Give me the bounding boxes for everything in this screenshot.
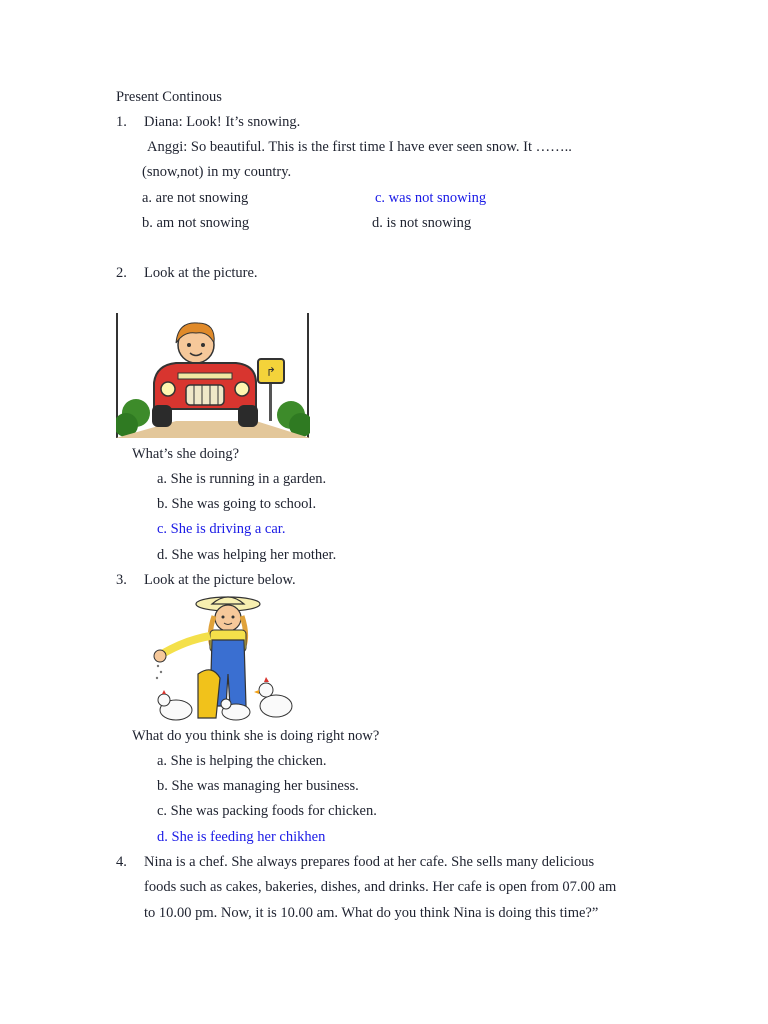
q3-question: What do you think she is doing right now? <box>132 728 380 744</box>
q1-line1: Diana: Look! It’s snowing. <box>144 114 301 130</box>
q3-option-a: a. She is helping the chicken. <box>157 753 327 769</box>
car-illustration <box>116 313 310 438</box>
q2-number: 2. <box>116 265 127 281</box>
q4-line3: to 10.00 pm. Now, it is 10.00 am. What do you think Nina is doing this time?” <box>144 905 599 921</box>
girl-feeding-chickens-image <box>146 594 302 722</box>
q4-line1: Nina is a chef. She always prepares food at her cafe. She sells many delicious <box>144 854 595 870</box>
q2-option-b: b. She was going to school. <box>157 496 317 512</box>
q4-number: 4. <box>116 854 127 870</box>
q3-prompt: Look at the picture below. <box>144 572 296 588</box>
q1-number: 1. <box>116 114 127 130</box>
q1-line3: (snow,not) in my country. <box>142 164 292 180</box>
farm-girl-illustration <box>146 594 302 722</box>
girl-driving-car-image <box>116 313 310 438</box>
q2-option-a: a. She is running in a garden. <box>157 471 327 487</box>
q1-line2: Anggi: So beautiful. This is the first time I have ever seen snow. It …….. <box>147 139 572 155</box>
q3-option-d: d. She is feeding her chikhen <box>157 829 326 845</box>
q1-option-a: a. are not snowing <box>142 190 249 206</box>
page-title: Present Continous <box>116 89 222 105</box>
q2-question: What’s she doing? <box>132 446 240 462</box>
q4-line2: foods such as cakes, bakeries, dishes, and drinks. Her cafe is open from 07.00 am <box>144 879 617 895</box>
q3-option-c: c. She was packing foods for chicken. <box>157 803 377 819</box>
q1-option-c: c. was not snowing <box>375 190 487 206</box>
q1-option-b: b. am not snowing <box>142 215 250 231</box>
q1-option-d: d. is not snowing <box>372 215 472 231</box>
q3-option-b: b. She was managing her business. <box>157 778 359 794</box>
svg-text:↱: ↱ <box>266 365 277 379</box>
q2-option-d: d. She was helping her mother. <box>157 547 337 563</box>
q3-number: 3. <box>116 572 127 588</box>
q2-prompt: Look at the picture. <box>144 265 258 281</box>
q2-option-c: c. She is driving a car. <box>157 521 286 537</box>
